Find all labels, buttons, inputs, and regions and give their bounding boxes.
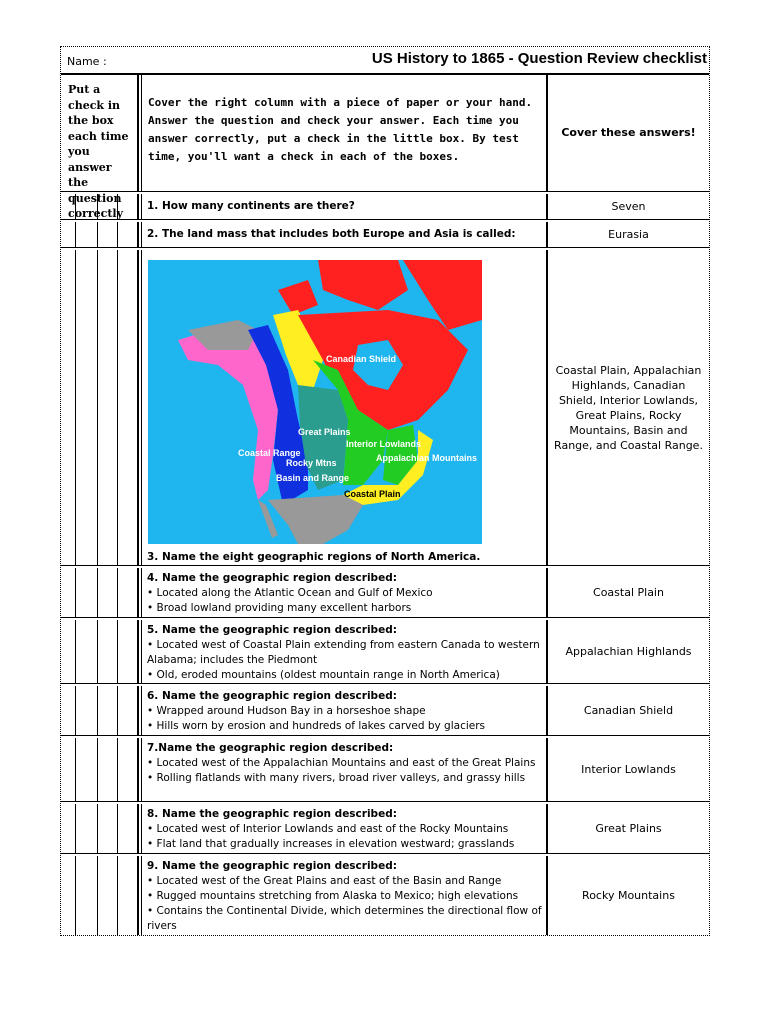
cover-answers-label: Cover these answers! [546,74,709,191]
answer-text: Great Plains [546,804,709,853]
label-canadian-shield: Canadian Shield [326,354,397,364]
answer-text: Appalachian Highlands [546,620,709,683]
put-check-text: Put a check in the box each time you answer the question correctly [68,83,129,220]
label-coastal-plain: Coastal Plain [344,489,401,499]
question-row-5 [61,620,709,684]
question-text: 5. Name the geographic region described: [147,624,397,636]
answer-text: Canadian Shield [546,686,709,735]
question-row-1 [61,194,709,220]
question-line: • Located west of the Appalachian Mountains and east of the Great Plains [147,757,536,769]
question-row-9 [61,856,709,935]
question-text: 9. Name the geographic region described: [147,860,397,872]
question-line: • Located west of Coastal Plain extending from eastern Canada to western Alabama; includes the Piedmont [147,639,540,666]
north-america-regions-map [148,260,482,544]
question-row-7 [61,738,709,802]
question-text: 2. The land mass that includes both Europe and Asia is called: [147,228,516,240]
question-line: • Broad lowland providing many excellent harbors [147,602,412,614]
question-line: • Located along the Atlantic Ocean and Gulf of Mexico [147,587,433,599]
label-appalachian: Appalachian Mountains [376,453,478,463]
question-line: • Rolling flatlands with many rivers, broad river valleys, and grassy hills [147,772,526,784]
question-text: 8. Name the geographic region described: [147,808,397,820]
question-row-4 [61,568,709,618]
instructions-mid [141,74,544,191]
question-row-6 [61,686,709,736]
name-label: Name : [67,55,107,68]
checklist-sheet [60,46,710,936]
question-line: • Located west of the Great Plains and east of the Basin and Range [147,875,502,887]
question-row-2 [61,222,709,248]
answer-text: Rocky Mountains [546,856,709,935]
question-line: • Wrapped around Hudson Bay in a horseshoe shape [147,705,426,717]
answer-text: Eurasia [546,222,709,247]
question-line: • Hills worn by erosion and hundreds of lakes carved by glaciers [147,720,486,732]
question-text: 7.Name the geographic region described: [147,742,394,754]
question-line: • Contains the Continental Divide, which determines the directional flow of rivers [147,905,542,932]
instructions-cell [61,74,139,220]
label-coastal-range: Coastal Range [238,448,301,458]
question-line: • Located west of Interior Lowlands and east of the Rocky Mountains [147,823,509,835]
question-line: • Old, eroded mountains (oldest mountain range in North America) [147,669,500,681]
question-text: 3. Name the eight geographic regions of North America. [147,551,481,563]
question-text: 6. Name the geographic region described: [147,690,397,702]
answer-text: Seven [546,194,709,219]
answer-text: Coastal Plain [546,568,709,617]
label-rocky-mtns: Rocky Mtns [286,458,337,468]
label-interior-lowlands: Interior Lowlands [346,439,422,449]
answer-text: Coastal Plain, Appalachian Highlands, Canadian Shield, Interior Lowlands, Great Plains, Rocky Mountains, Basin and Range, and Coastal Range. [546,250,709,565]
question-row-8 [61,804,709,854]
page-title: US History to 1865 - Question Review checklist [371,50,707,67]
label-great-plains: Great Plains [298,427,351,437]
header-row [61,47,709,75]
question-line: • Rugged mountains stretching from Alaska to Mexico; high elevations [147,890,519,902]
label-basin-range: Basin and Range [276,473,350,483]
question-text: 1. How many continents are there? [147,200,355,212]
cover-instructions: Cover the right column with a piece of paper or your hand. Answer the question and check your answer. Each time you answer correctly, put a check in the little box. By test time, you'll want a check in each of the boxes. [148,96,533,163]
answer-text: Interior Lowlands [546,738,709,801]
question-line: • Flat land that gradually increases in elevation westward; grasslands [147,838,515,850]
question-row-3 [61,250,709,566]
question-text: 4. Name the geographic region described: [147,572,397,584]
